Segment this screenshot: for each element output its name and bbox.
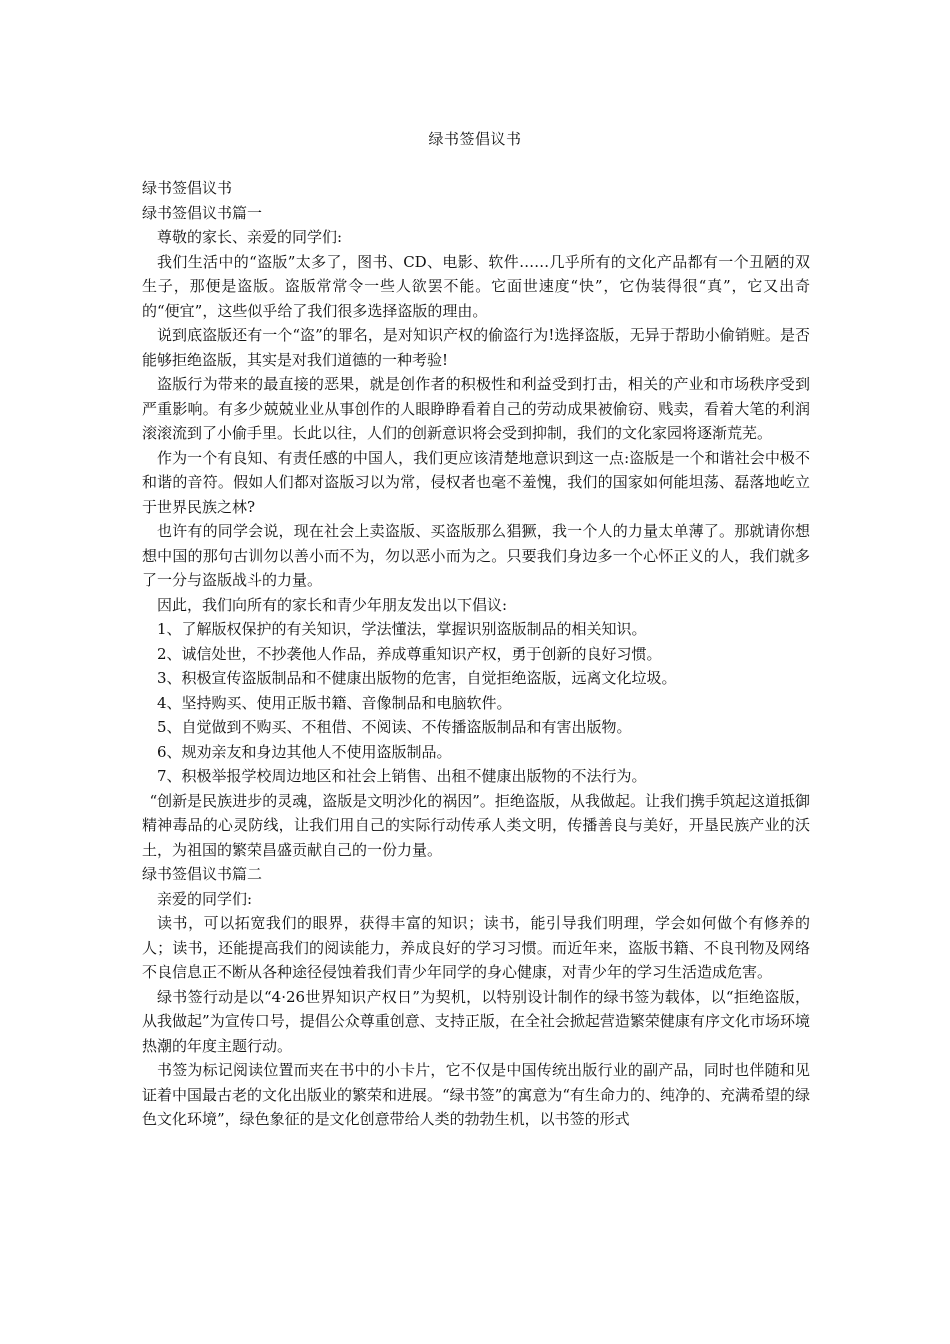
list-item: 5、自觉做到不购买、不租借、不阅读、不传播盗版制品和有害出版物。 [157, 718, 632, 736]
section-heading-1: 绿书签倡议书篇一 [142, 203, 263, 222]
paragraph: 作为一个有良知、有责任感的中国人，我们更应该清楚地意识到这一点:盗版是一个和谐社会中极不和谐的音符。假如人们都对盗版习以为常，侵权者也毫不羞愧，我们的国家如何能坦荡、磊落地屹立于世界民族之林? [142, 448, 810, 516]
paragraph: 盗版行为带来的最直接的恶果，就是创作者的积极性和利益受到打击，相关的产业和市场秩序受到严重影响。有多少兢兢业业从事创作的人眼睁睁看着自己的劳动成果被偷窃、贱卖，看着大笔的利润滚滚流到了小偷手里。长此以往，人们的创新意识将会受到抑制，我们的文化家园将逐渐荒芜。 [142, 375, 810, 442]
paragraph: 书签为标记阅读位置而夹在书中的小卡片，它不仅是中国传统出版行业的副产品，同时也伴随和见证着中国最古老的文化出版业的繁荣和进展。“绿书签”的寓意为“有生命力的、纯净的、充满希望的绿色文化环境”，绿色象征的是文化创意带给人类的勃勃生机，以书签的形式 [142, 1061, 811, 1128]
list-item: 7、积极举报学校周边地区和社会上销售、出租不健康出版物的不法行为。 [157, 767, 647, 785]
paragraph: 也许有的同学会说，现在社会上卖盗版、买盗版那么猖獗，我一个人的力量太单薄了。那就请你想想中国的那句古训勿以善小而不为，勿以恶小而为之。只要我们身边多一个心怀正义的人，我们就多了一分与盗版战斗的力量。 [142, 522, 810, 589]
closing-paragraph: “创新是民族进步的灵魂，盗版是文明沙化的祸因”。拒绝盗版，从我做起。让我们携手筑起这道抵御精神毒品的心灵防线，让我们用自己的实际行动传承人类文明，传播善良与美好，开垦民族产业的沃土，为祖国的繁荣昌盛贡献自己的一份力量。 [142, 791, 810, 859]
list-item: 2、诚信处世，不抄袭他人作品，养成尊重知识产权，勇于创新的良好习惯。 [157, 644, 662, 663]
document-body [142, 176, 810, 1132]
paragraph: 读书，可以拓宽我们的眼界，获得丰富的知识；读书，能引导我们明理，学会如何做个有修养的人；读书，还能提高我们的阅读能力，养成良好的学习习惯。而近年来，盗版书籍、不良刊物及网络不良信息正不断从各种途径侵蚀着我们青少年同学的身心健康，对青少年的学习生活造成危害。 [142, 914, 810, 981]
list-item: 6、规劝亲友和身边其他人不使用盗版制品。 [157, 742, 452, 761]
list-item: 1、了解版权保护的有关知识，学法懂法，掌握识别盗版制品的相关知识。 [157, 620, 647, 638]
paragraph: 因此，我们向所有的家长和青少年朋友发出以下倡议: [157, 595, 508, 614]
paragraph: 绿书签行动是以“4·26世界知识产权日”为契机，以特别设计制作的绿书签为载体，以“拒绝盗版，从我做起”为宣传口号，提倡公众尊重创意、支持正版，在全社会掀起营造繁荣健康有序文化市场环境热潮的年度主题行动。 [142, 987, 810, 1055]
section-heading-2: 绿书签倡议书篇二 [142, 865, 263, 883]
paragraph: 说到底盗版还有一个“盗”的罪名，是对知识产权的偷盗行为!选择盗版，无异于帮助小偷销赃。是否能够拒绝盗版，其实是对我们道德的一种考验! [142, 326, 810, 369]
list-item: 3、积极宣传盗版制品和不健康出版物的危害，自觉拒绝盗版，远离文化垃圾。 [157, 669, 677, 687]
salutation-2: 亲爱的同学们: [157, 889, 253, 908]
document-title: 绿书签倡议书 [428, 130, 522, 148]
list-item: 4、坚持购买、使用正版书籍、音像制品和电脑软件。 [157, 693, 512, 712]
paragraph: 我们生活中的“盗版”太多了，图书、CD、电影、软件……几乎所有的文化产品都有一个丑陋的双生子，那便是盗版。盗版常常令一些人欲罢不能。它面世速度“快”，它伪装得很“真”，它又出奇的“便宜”，这些似乎给了我们很多选择盗版的理由。 [142, 252, 810, 320]
main-heading: 绿书签倡议书 [142, 179, 233, 197]
salutation-1: 尊敬的家长、亲爱的同学们: [157, 228, 343, 246]
